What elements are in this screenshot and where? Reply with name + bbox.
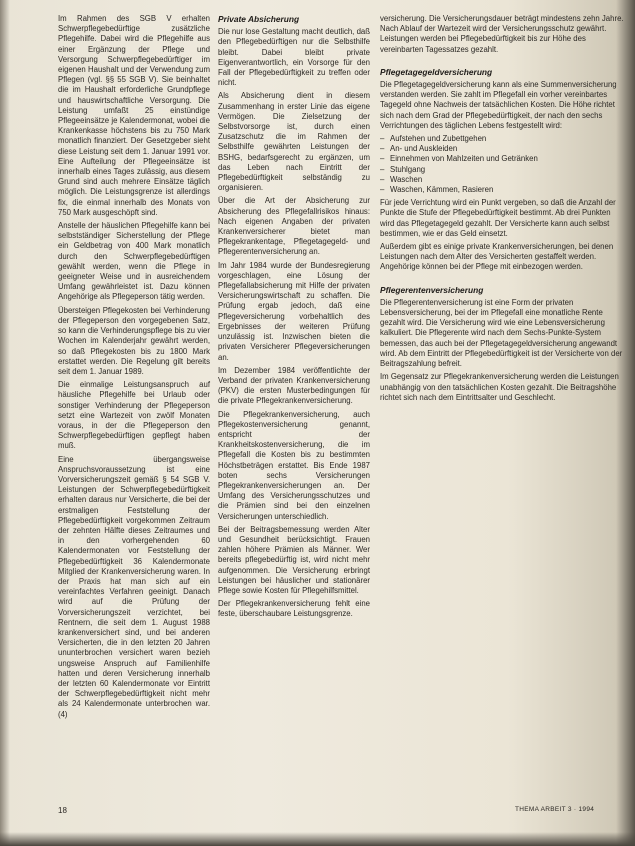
paragraph: Die Pflegetagegeldversicherung kann als eine Summenversicherung verstanden werden. Sie zahlt im Pflegefall ein vorher vereinbartes Tagegeld ohne Nachweis der tatsächlichen Kosten. Die Höhe richtet sich nach dem Grad der Pflegebedürftigkeit, der nach den sechs Verrichtungen des täglichen Lebens festgestellt wird: [380, 80, 617, 130]
paragraph: Über die Art der Absicherung zur Absicherung des Pflegefallrisikos hinaus: Nach eigenen Angaben der privaten Krankenversicherer bietet man Pflegekrankentage, Pflegetagegeld- und Pflegerentenversicherung an. [218, 196, 370, 257]
paragraph: Außerdem gibt es einige private Krankenversicherungen, bei denen Leistungen nach dem Alter des Versicherten gestaffelt werden. Angehörige können bei der Pflege mit einbezogen werden. [380, 242, 614, 272]
list-item: – Stuhlgang [380, 165, 632, 175]
list-item: – Einnehmen von Mahlzeiten und Getränken [380, 154, 632, 164]
paragraph: Im Rahmen des SGB V erhalten Schwerpflegebedürftige zusätzliche Pflegehilfe. Dabei wird die Pflegehilfe aus einer Ergänzung der Pflege und Versorgung Schwerpflegebedürftiger im eigenen Haushalt und der Verwendung zum Pflegen (vgl. §§ 55 SGB V). Sie beinhaltet die im Haushalt erforderliche Grundpflege und hauswirtschaftliche Versorgung. Die Leistung umfaßt 25 einstündige Pflegeeinsätze je Kalendermonat, wobei die Krankenkasse höchstens bis zu 750 Mark monatlich finanziert. Der Gesetzgeber sieht diese Leistung seit dem 1. Januar 1991 vor. Eine Aufteilung der Pflegeeinsätze ist innerhalb eines Tages zulässig, aus diesem Grund sind auch mehrere Einsätze täglich möglich. Die Leistungsgrenze ist allerdings fix, die einmal innerhalb des Monats von 750 Mark ausgeschöpft sind. [58, 14, 210, 217]
list-item: – Waschen [380, 175, 632, 185]
paragraph: Im Dezember 1984 veröffentlichte der Verband der privaten Krankenversicherung (PKV) die ersten Musterbedingungen für die private Pflegekrankenversicherung. [218, 365, 370, 406]
paragraph: Im Jahr 1984 wurde der Bundesregierung vorgeschlagen, eine Lösung der Pflegefallabsicherung mit Hilfe der privaten Versicherungswirtschaft zu schaffen. Die Prüfung ergab jedoch, daß eine Pflegeversicherung vorbehaltlich des Ergebnisses der weiteren Prüfung unzulässig ist. Inzwischen bieten die privaten Versicherer Pflegeversicherungen an. [218, 260, 370, 362]
paragraph: Übersteigen Pflegekosten bei Verhinderung der Pflegeperson den vorgegebenen Satz, so kann die Verhinderungspflege bis zu vier Wochen im Kalenderjahr gewährt werden, so daß Pflegekosten bis zu 1800 Mark erstattet werden. Die Regelung gilt bereits seit dem 1. Januar 1989. [58, 305, 210, 376]
page-number: 18 [58, 806, 67, 815]
paragraph: Eine übergangsweise Anspruchsvoraussetzung ist eine Vorversicherungszeit gemäß § 54 SGB V. Leistungen der Schwerpflegebedürftigkeit erhalten daraus nur Versicherte, die bei der erstmaligen Feststellung der Pflegebedürftigkeit vorgekommen Zeitraum der zehnten Hälfte dieses Zeitraumes und in den vorhergehenden 60 Kalendermonaten vor Feststellung der Pflegebedürftigkeit 36 Kalendermonate Mitglied der Krankenversicherung waren. In der Praxis hat man sich auf ein vereinfachtes Verfahren geeinigt. Danach wird auf die Prüfung der Vorversicherungszeit verzichtet, bei Rentnern, die seit dem 1. August 1988 krankenversichert sind, und bei anderen Versicherten, die in den letzten 20 Jahren ununterbrochen versichert waren bezieh ungsweise Anspruch auf Familienhilfe hatten und deren Versicherung innerhalb der letzten 60 Kalendermonate vor Eintritt der Schwerpflegebedürftigkeit nicht mehr als 24 Kalendermonate unterbrochen war. (4) [58, 454, 210, 719]
text-column-right [380, 14, 632, 406]
section-heading: Private Absicherung [218, 14, 300, 24]
text-column-left [58, 14, 210, 723]
paragraph: Die Pflegekrankenversicherung, auch Pflegekostenversicherung genannt, entspricht der Krankheitskostenversicherung, die im Pflegefall die Kosten bis zu bestimmten Höchstbeträgen erstattet. Bis Ende 1987 boten sechs Versicherungen Pflegekrankenversicherungen an. Der Umfang des Versicherungsschutzes und die Prämien sind bei den einzelnen Versicherungen unterschiedlich. [218, 409, 370, 521]
paragraph: Im Gegensatz zur Pflegekrankenversicherung werden die Leistungen unabhängig von den tatsächlichen Kosten gezahlt. Die Beitragshöhe richtet sich nach dem Eintrittsalter und Geschlecht. [380, 372, 619, 402]
section-heading: Pflegetagegeldversicherung [380, 66, 493, 77]
footer-publication: THEMA ARBEIT 3 · 1994 [515, 806, 595, 813]
paragraph: Bei der Beitragsbemessung werden Alter und Gesundheit berücksichtigt. Frauen zahlen höhere Prämien als Männer. Wer bereits pflegebedürftig ist, wird nicht mehr aufgenommen. Die Versicherung erbringt Leistungen bei häuslicher und stationärer Pflege sowie Kosten für Pflegehilfsmittel. [218, 524, 370, 595]
page-bottom-shadow [0, 832, 635, 846]
list-item: – Waschen, Kämmen, Rasieren [380, 185, 632, 195]
list-item: – An- und Auskleiden [380, 144, 632, 154]
paragraph: Der Pflegekrankenversicherung fehlt eine feste, überschaubare Leistungsgrenze. [218, 599, 370, 619]
paragraph: Die nur lose Gestaltung macht deutlich, daß den Pflegebedürftigen nur die Selbsthilfe bleibt. Dabei bleibt private Eigenverantwortlich, ein Vorsorge für den Fall der Pflegebedürftigkeit zu treffen oder nicht. [218, 27, 370, 88]
section-heading: Pflegerentenversicherung [380, 284, 484, 295]
paragraph: versicherung. Die Versicherungsdauer beträgt mindestens zehn Jahre. Nach Ablauf der Wartezeit wird der Versicherungsschutz gewährt. Leistungen werden bei Pflegebedürftigkeit bis zur Höhe des vereinbarten Tagessatzes gezahlt. [380, 14, 624, 54]
paragraph: Für jede Verrichtung wird ein Punkt vergeben, so daß die Anzahl der Punkte die Stufe der Pflegebedürftigkeit bestimmt. Ab drei Punkten wird das Pflegetagegeld gezahlt. Der Versicherte kann auch selbst bestimmen, wie er das Geld einsetzt. [380, 198, 616, 238]
paragraph: Als Absicherung dient in diesem Zusammenhang in erster Linie das eigene Vermögen. Die Zielsetzung der Selbstvorsorge ist, durch einen Zusatzschutz die im Rahmen der Selbsthilfe gewährten Leistungen der BSHG, bedarfsgerecht zu ergänzen, um das Leben nach Eintritt der Pflegebedürftigkeit selbständig zu organisieren. [218, 91, 370, 193]
paragraph: Die einmalige Leistungsanspruch auf häusliche Pflegehilfe bei Urlaub oder sonstiger Verhinderung der Pflegeperson setzt eine Wartezeit von zwölf Monaten voraus, in der die Pflegeperson den Schwerpflegebedürftigen gepflegt haben muß. [58, 380, 210, 451]
bullet-list [380, 134, 632, 195]
paragraph: Die Pflegerentenversicherung ist eine Form der privaten Lebensversicherung, bei der im Pflegefall eine monatliche Rente gezahlt wird. Die Versicherung wird wie eine Lebensversicherung kalkuliert. Die Pflegerente wird nach dem Sechs-Punkte-System bemessen, das auch bei der Pflegetagegeldversicherung angewandt wird. Ab dem Eintritt der Pflegebedürftigkeit ist der Versicherte von der Beitragszahlung befreit. [380, 297, 623, 369]
list-item: – Aufstehen und Zubettgehen [380, 134, 632, 144]
text-column-middle [218, 14, 370, 623]
paragraph: Anstelle der häuslichen Pflegehilfe kann bei selbstständiger Sicherstellung der Pflege ein Geldbetrag von 400 Mark monatlich durch den Schwerpflegebedürftigen gewählt werden, wenn die Pflege in geeigneter Weise und in ausreichendem Umfang gewährleistet ist. Dazu können Angehörige als Pflegeperson tätig werden. [58, 221, 210, 302]
page-gutter-shadow [0, 0, 10, 846]
